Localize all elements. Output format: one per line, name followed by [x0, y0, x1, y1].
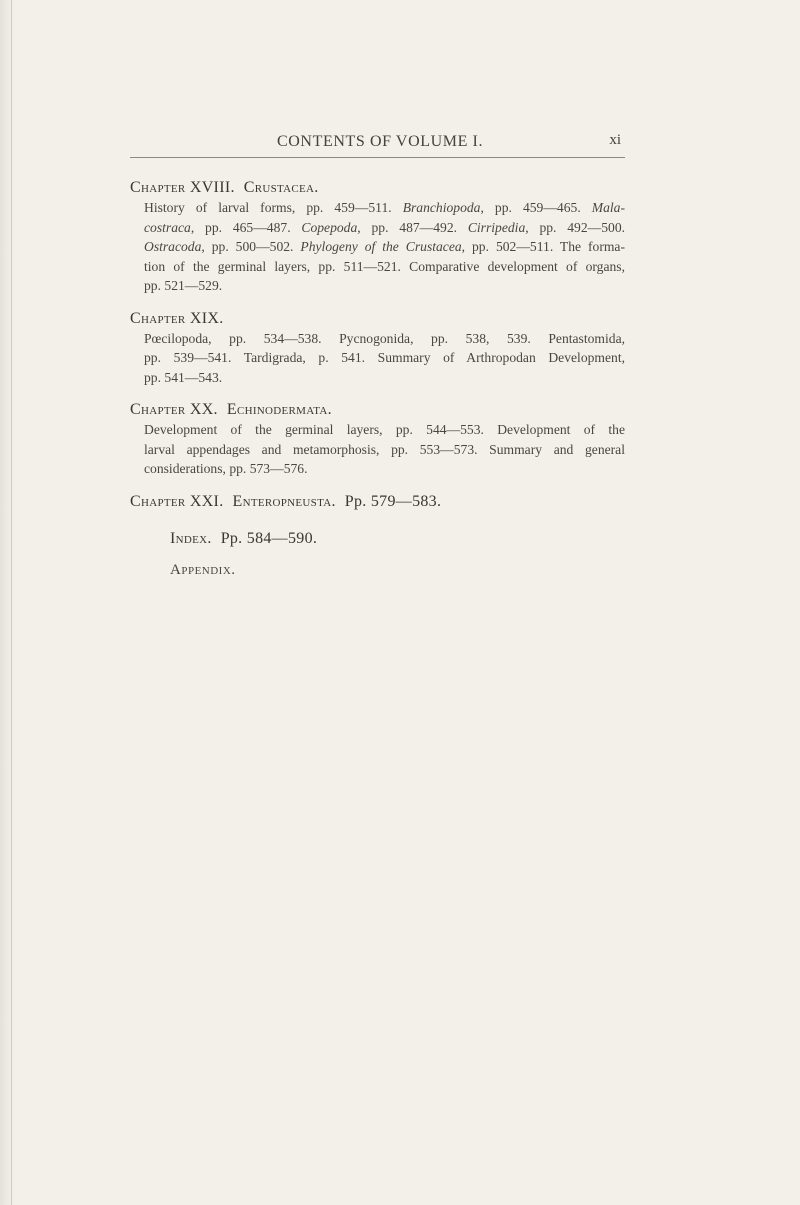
- chapter-label: Chapter XVIII.: [130, 179, 235, 196]
- summary-line: [144, 368, 625, 388]
- chapter-label: Chapter XIX.: [130, 309, 224, 327]
- page-binding-edge: [0, 0, 16, 1205]
- chapter-heading: [130, 178, 625, 198]
- summary-line: [144, 276, 625, 296]
- running-head: [130, 131, 625, 158]
- text-run: History of larval forms, pp. 459—511.: [144, 200, 403, 215]
- summary-line: [144, 459, 625, 479]
- text-run: , pp. 459—465.: [480, 200, 592, 215]
- chapter-label: Chapter XXI.: [130, 492, 224, 510]
- chapter-heading: [130, 309, 625, 329]
- text-run: , pp. 465—487.: [190, 219, 302, 235]
- contents-list: [130, 178, 625, 579]
- italic-term: Phylogeny of the Crustacea: [300, 239, 462, 254]
- text-run: , pp. 500—502.: [201, 239, 301, 254]
- text-run: tion of the germinal layers, pp. 511—521. Comparative development of organs,: [144, 258, 625, 274]
- chapter-entry-xxi: [130, 492, 625, 512]
- italic-term: Mala-: [591, 200, 625, 215]
- chapter-title: Echinodermata.: [226, 401, 332, 418]
- italic-term: costraca: [144, 219, 191, 235]
- chapter-entry-xix: [130, 309, 625, 388]
- appendix-entry: Appendix.: [170, 561, 236, 578]
- text-run: larval appendages and metamorphosis, pp. 553—573. Summary and general: [144, 441, 625, 457]
- summary-line: [144, 440, 625, 460]
- chapter-entry-xviii: [130, 178, 625, 296]
- text-run: , pp. 502—511. The forma-: [461, 239, 625, 254]
- italic-term: Ostracoda: [144, 239, 202, 254]
- page-number: xi: [609, 132, 621, 148]
- text-run: , pp. 487—492.: [357, 219, 468, 235]
- text-run: , pp. 492—500.: [525, 219, 626, 235]
- text-run: pp. 541—543.: [144, 369, 223, 385]
- chapter-label: Chapter XX.: [130, 401, 218, 418]
- text-run: pp. 521—529.: [144, 278, 223, 293]
- chapter-summary: [144, 420, 625, 479]
- text-run: considerations, pp. 573—576.: [144, 461, 308, 476]
- summary-line: [144, 198, 625, 218]
- text-run: pp. 539—541. Tardigrada, p. 541. Summary of Arthropodan Development,: [144, 350, 625, 365]
- index-entry: [170, 530, 625, 548]
- text-run: Pœcilopoda, pp. 534—538. Pycnogonida, pp. 538, 539. Pentastomida,: [144, 330, 625, 346]
- summary-line: [144, 257, 625, 277]
- chapter-summary: [144, 329, 625, 388]
- running-title: CONTENTS OF VOLUME I.: [277, 133, 484, 150]
- italic-term: Cirripedia: [467, 219, 526, 235]
- italic-term: Branchiopoda: [402, 200, 481, 215]
- chapter-title: Crustacea.: [243, 179, 319, 196]
- italic-term: Copepoda: [301, 219, 358, 235]
- chapter-heading: [130, 492, 625, 512]
- summary-line: [144, 329, 625, 349]
- summary-line: [144, 218, 625, 238]
- chapter-heading: [130, 400, 625, 420]
- chapter-pages: Pp. 579—583.: [344, 492, 442, 510]
- index-pages: Pp. 584—590.: [220, 529, 318, 547]
- index-label: Index.: [170, 529, 212, 547]
- text-run: Development of the germinal layers, pp. 544—553. Development of the: [144, 422, 625, 437]
- summary-line: [144, 420, 625, 440]
- summary-line: [144, 237, 625, 257]
- summary-line: [144, 348, 625, 368]
- chapter-entry-xx: [130, 400, 625, 479]
- chapter-title: Enteropneusta.: [232, 492, 336, 510]
- chapter-summary: [144, 198, 625, 296]
